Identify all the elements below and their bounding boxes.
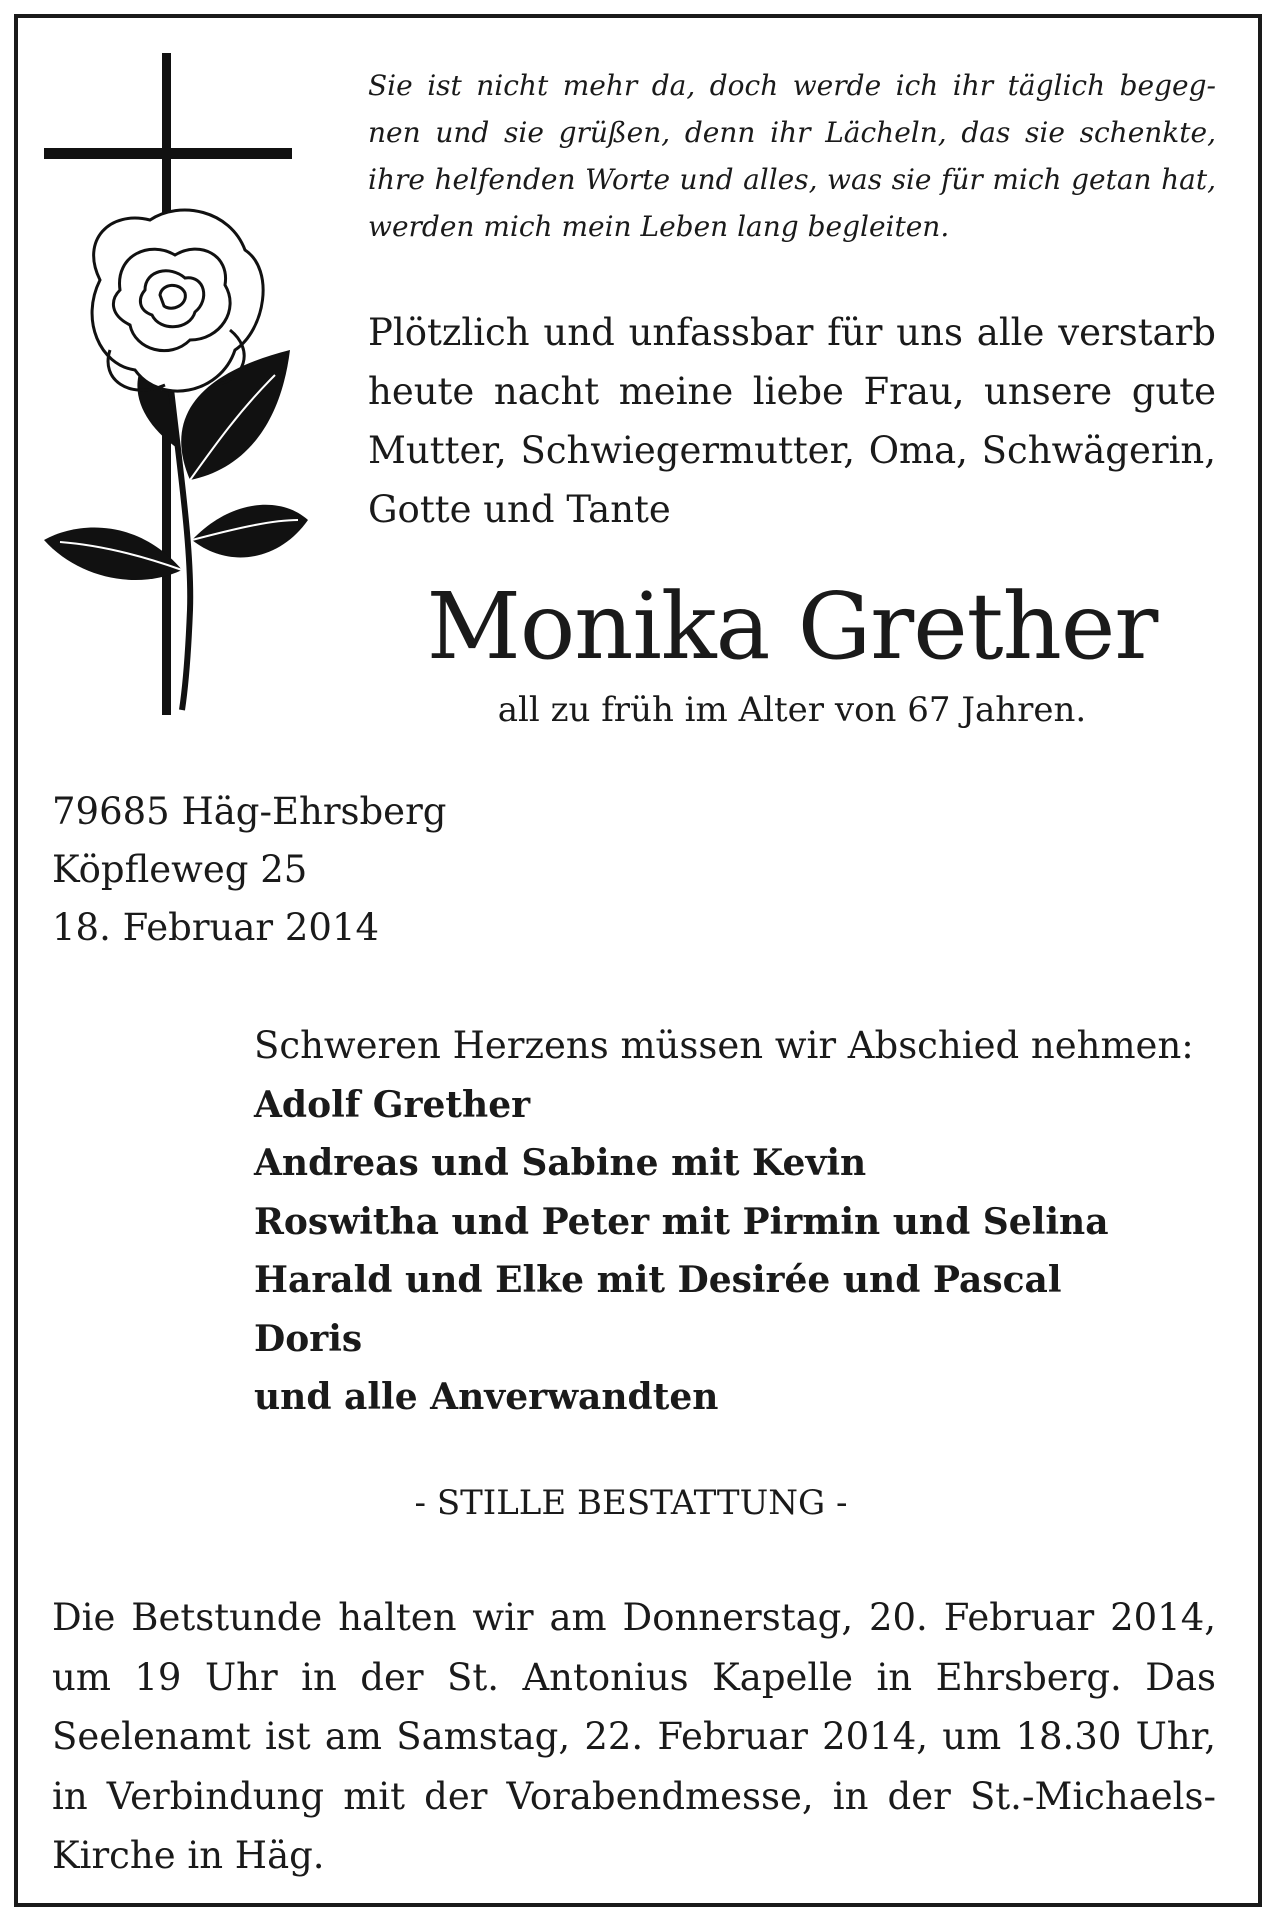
address-block [52,783,446,957]
address-city: 79685 Häg-Ehrsberg [52,790,447,833]
mourners-heading: Schweren Herzens müssen wir Abschied nehmen: [254,1024,1194,1067]
deceased-name: Monika Grether [426,573,1158,680]
address-date: 18. Februar 2014 [52,906,380,949]
poem-line: werden mich mein Leben lang begleiten. [368,210,950,243]
address-street: Köpfleweg 25 [52,848,308,891]
cross-with-rose-icon [40,50,310,720]
service-line: in Verbindung mit der Vorabendmesse, in der St.-Michaels- [52,1774,1216,1818]
mourner-name: Roswitha und Peter mit Pirmin und Selina [254,1200,1109,1243]
poem-line: Sie ist nicht mehr da, doch werde ich ihr täglich begeg- [368,69,1216,102]
service-line: Kirche in Häg. [52,1834,325,1877]
poem-line: nen und sie grüßen, denn ihr Lächeln, das sie schenkte, [368,116,1216,149]
intro-line: Plötzlich und unfassbar für uns alle verstarb [368,311,1216,354]
mourner-name: und alle Anverwandten [254,1376,719,1418]
service-paragraph [52,1588,1216,1886]
mourner-name: Adolf Grether [254,1083,531,1126]
age-line: all zu früh im Alter von 67 Jahren. [497,690,1087,730]
service-line: Die Betstunde halten wir am Donnerstag, 20. Februar 2014, [52,1596,1216,1639]
intro-line: Mutter, Schwiegermutter, Oma, Schwägerin, [368,429,1216,472]
intro-line: heute nacht meine liebe Frau, unsere gute [368,370,1216,413]
poem-line: ihre helfenden Worte und alles, was sie für mich getan hat, [368,163,1216,196]
service-line: um 19 Uhr in der St. Antonius Kapelle in Ehrsberg. Das [52,1655,1216,1699]
mourner-name: Doris [254,1317,363,1360]
mourner-name: Andreas und Sabine mit Kevin [254,1142,867,1184]
mourners-block [254,1017,1216,1427]
mourner-name: Harald und Elke mit Desirée und Pascal [254,1259,1062,1301]
poem-quote [368,62,1216,250]
intro-line: Gotte und Tante [368,488,671,531]
service-line: Seelenamt ist am Samstag, 22. Februar 2014, um 18.30 Uhr, [52,1715,1216,1758]
intro-paragraph [368,303,1216,539]
burial-notice: - STILLE BESTATTUNG - [414,1483,848,1523]
